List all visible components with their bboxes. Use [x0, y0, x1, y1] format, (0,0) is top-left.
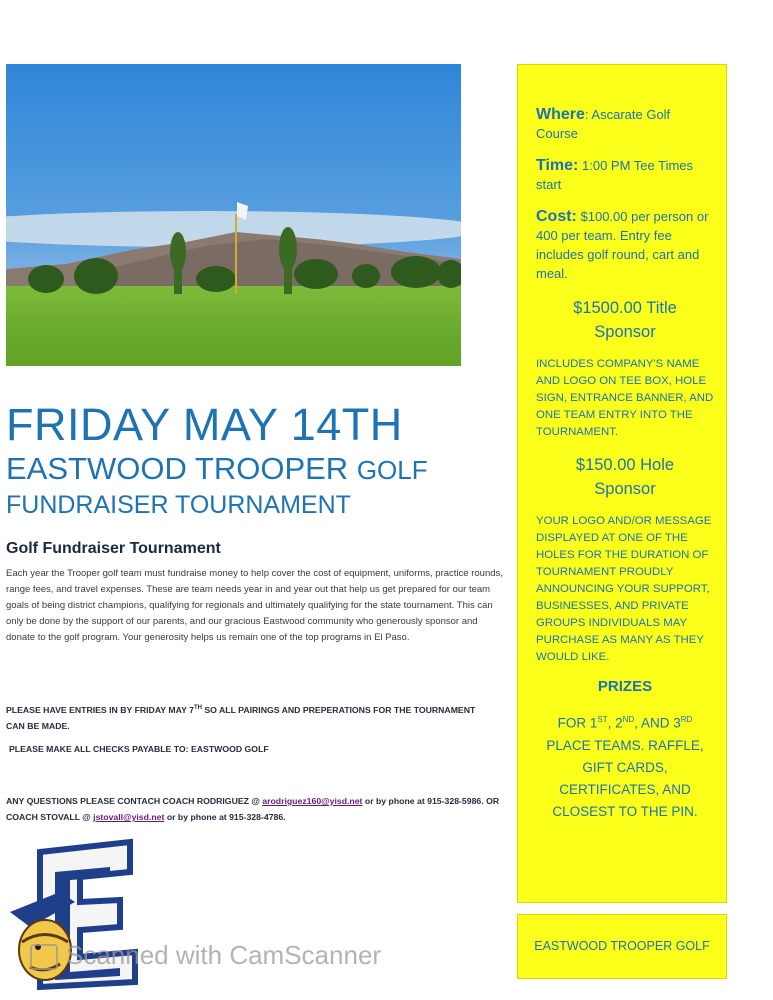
email-link-stovall[interactable]: jstovall@yisd.net — [93, 812, 165, 822]
intro-title: Golf Fundraiser Tournament — [6, 540, 221, 557]
intro-body: Each year the Trooper golf team must fundraise money to help cover the cost of equipment, uniforms, practice rounds, range fees, and travel expenses. These are team needs year in and year out that help us get prepared for our team goals of being district champions, qualifying for regionals and ultimately qualifying for the state tournament. This can only be done by the support of our parents, and our gracious Eastwood community who generously sponsor and donate to the golf program. Your generosity helps us remain one of the top programs in El Paso. — [6, 568, 503, 643]
event-subtitle: FUNDRAISER TOURNAMENT — [6, 491, 351, 519]
event-name-main: EASTWOOD TROOPER — [6, 451, 349, 486]
entries-deadline: PLEASE HAVE ENTRIES IN BY FRIDAY MAY 7TH SO ALL PAIRINGS AND PREPERATIONS FOR THE TOURNAMENT CAN BE MADE. — [6, 704, 476, 731]
event-date: FRIDAY MAY 14TH — [6, 399, 403, 450]
event-name — [6, 450, 476, 489]
watermark-text: Scanned with CamScanner — [66, 940, 382, 970]
contact-info: ANY QUESTIONS PLEASE CONTACH COACH RODRIGUEZ @ arodriguez160@yisd.net or by phone at 915-328-5986. OR COACH STOVALL @ jstovall@yisd.net or by phone at 915-328-4786. — [6, 796, 500, 822]
time-info: Time: 1:00 PM Tee Times start — [536, 157, 694, 192]
footer-label: EASTWOOD TROOPER GOLF — [534, 939, 710, 953]
title-sponsor-details: INCLUDES COMPANY'S NAME AND LOGO ON TEE BOX, HOLE SIGN, ENTRANCE BANNER, AND ONE TEAM ENTRY INTO THE TOURNAMENT. — [536, 358, 714, 438]
prizes-heading: PRIZES — [597, 678, 653, 695]
where-info: Where: Ascarate Golf Course — [536, 106, 671, 141]
email-link-rodriguez[interactable]: arodriguez160@yisd.net — [262, 796, 363, 806]
prizes-details: FOR 1ST, 2ND, AND 3RD PLACE TEAMS. RAFFLE, GIFT CARDS, CERTIFICATES, AND CLOSEST TO THE PIN. — [546, 715, 704, 819]
cost-info: Cost: $100.00 per person or 400 per team. Entry fee includes golf round, cart and meal. — [536, 208, 709, 281]
footer-label-box — [517, 914, 727, 979]
checks-payable: PLEASE MAKE ALL CHECKS PAYABLE TO: EASTWOOD GOLF — [9, 744, 269, 754]
hole-sponsor-heading: $150.00 Hole Sponsor — [575, 456, 675, 498]
event-name-golf: GOLF — [356, 455, 428, 485]
golf-course-photo — [6, 64, 461, 366]
camscanner-watermark — [30, 940, 381, 971]
camscanner-icon — [30, 944, 58, 970]
hole-sponsor-details: YOUR LOGO AND/OR MESSAGE DISPLAYED AT ONE OF THE HOLES FOR THE DURATION OF TOURNAMENT PROUDLY ANNOUNCING YOUR SUPPORT, BUSINESSES, AND PRIVATE GROUPS INDIVIDUALS MAY PURCHASE AS MANY AS THEY WOULD LIKE. — [536, 515, 712, 663]
golf-course-illustration — [6, 64, 461, 366]
title-sponsor-heading: $1500.00 Title Sponsor — [573, 299, 677, 341]
event-info-panel — [517, 64, 727, 903]
headline — [6, 400, 476, 521]
